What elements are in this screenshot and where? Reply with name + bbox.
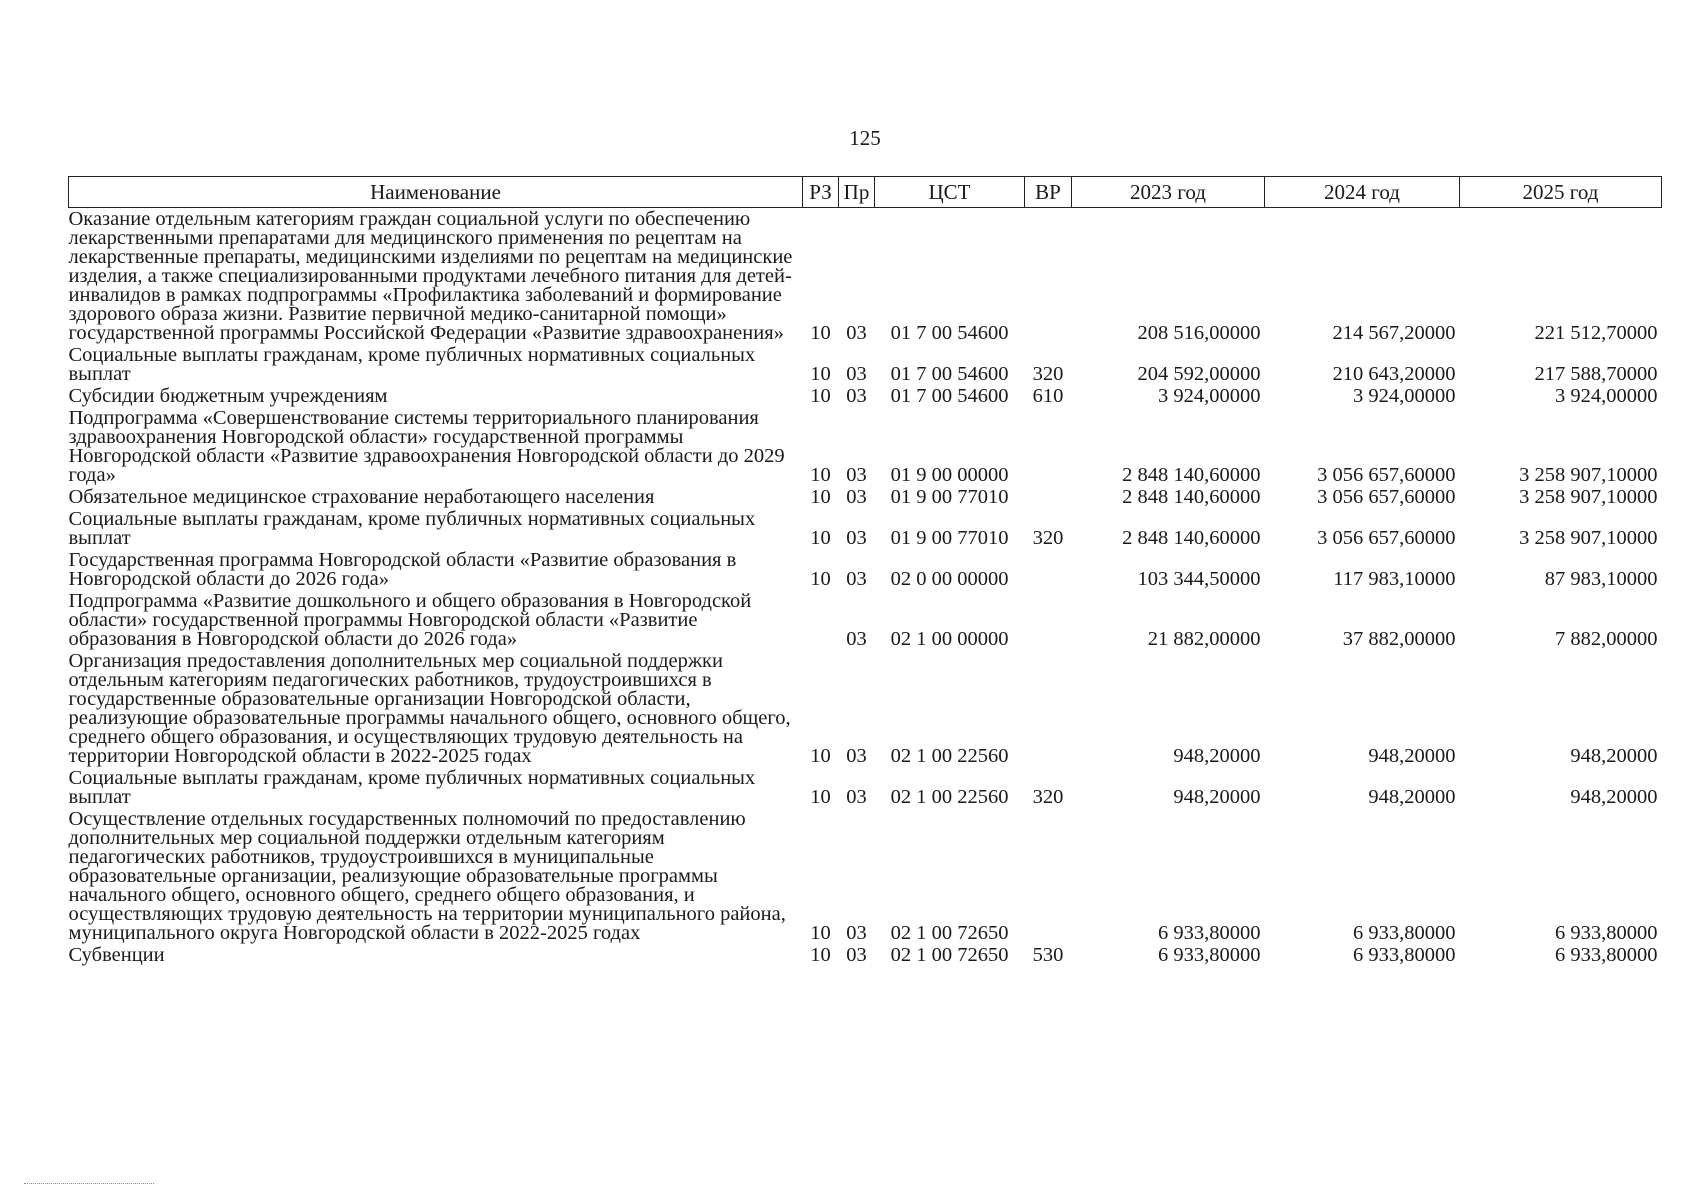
row-cst: 02 1 00 22560: [890, 745, 1009, 767]
row-vr: [1025, 549, 1072, 590]
table-row: [69, 944, 1662, 966]
row-name: Социальные выплаты гражданам, кроме публичных нормативных социальных выплат: [68, 508, 756, 549]
row-pr: 03: [846, 944, 867, 966]
row-cst: 01 7 00 54600: [890, 363, 1009, 385]
row-2023: 204 592,00000: [1137, 363, 1261, 385]
row-vr: 610: [1032, 385, 1064, 407]
row-2024: 948,20000: [1368, 745, 1456, 767]
row-2023: 948,20000: [1173, 745, 1261, 767]
row-rz: 10: [810, 922, 831, 944]
row-2024: 3 056 657,60000: [1317, 486, 1456, 508]
row-rz: 10: [810, 568, 831, 590]
row-name: Социальные выплаты гражданам, кроме публичных нормативных социальных выплат: [68, 344, 756, 385]
row-rz: [803, 590, 839, 650]
row-2024: 6 933,80000: [1353, 922, 1456, 944]
row-2025: 3 258 907,10000: [1519, 464, 1658, 486]
row-2023: 21 882,00000: [1147, 628, 1261, 650]
row-pr: 03: [846, 385, 867, 407]
row-rz: 10: [810, 786, 831, 808]
row-2024: 6 933,80000: [1353, 944, 1456, 966]
row-name: Социальные выплаты гражданам, кроме публичных нормативных социальных выплат: [68, 767, 756, 808]
row-pr: 03: [846, 464, 867, 486]
row-cst: 01 9 00 77010: [890, 486, 1009, 508]
row-2024: 3 056 657,60000: [1317, 527, 1456, 549]
header-vr: ВР: [1025, 177, 1072, 208]
row-rz: 10: [810, 486, 831, 508]
row-2025: 948,20000: [1570, 786, 1658, 808]
header-2025: 2025 год: [1460, 177, 1662, 208]
row-2024: 3 056 657,60000: [1317, 464, 1456, 486]
row-2025: 948,20000: [1570, 745, 1658, 767]
row-2024: 3 924,00000: [1353, 385, 1456, 407]
row-vr: [1025, 590, 1072, 650]
row-rz: 10: [810, 464, 831, 486]
table-row: [69, 508, 1662, 549]
table-row: [69, 650, 1662, 767]
row-pr: 03: [846, 527, 867, 549]
row-2025: 3 258 907,10000: [1519, 527, 1658, 549]
row-2025: 6 933,80000: [1555, 922, 1658, 944]
row-rz: 10: [810, 527, 831, 549]
table-row: [69, 385, 1662, 407]
row-name: Субвенции: [68, 944, 165, 966]
table-row: [69, 549, 1662, 590]
row-2025: 3 258 907,10000: [1519, 486, 1658, 508]
row-cst: 02 0 00 00000: [890, 568, 1009, 590]
row-vr: [1025, 407, 1072, 486]
row-pr: 03: [846, 363, 867, 385]
row-rz: 10: [810, 745, 831, 767]
row-pr: 03: [846, 322, 867, 344]
row-2023: 2 848 140,60000: [1122, 464, 1261, 486]
header-pr: Пр: [839, 177, 875, 208]
table-row: [69, 344, 1662, 385]
row-vr: 320: [1032, 527, 1064, 549]
row-vr: 530: [1032, 944, 1064, 966]
row-cst: 02 1 00 00000: [890, 628, 1009, 650]
row-pr: 03: [846, 745, 867, 767]
row-rz: 10: [810, 944, 831, 966]
row-cst: 01 7 00 54600: [890, 322, 1009, 344]
row-name: Осуществление отдельных государственных полномочий по предоставлению дополнительных мер социальной поддержки отдельным категориям педагогических работников, трудоустроившихся в муниципальные образовательные организации, реализующие образовательные программы начального общего, основного общего, среднего общего образования, и осуществляющих трудовую деятельность на территории муниципального района, муниципального округа Новгородской области в 2022-2025 годах: [68, 808, 786, 944]
row-2024: 948,20000: [1368, 786, 1456, 808]
row-2023: 208 516,00000: [1137, 322, 1261, 344]
row-2025: 3 924,00000: [1555, 385, 1658, 407]
row-cst: 01 9 00 77010: [890, 527, 1009, 549]
table-row: [69, 208, 1662, 345]
row-vr: [1025, 486, 1072, 508]
scan-artifact-line: [24, 1183, 154, 1184]
table-row: [69, 767, 1662, 808]
row-vr: [1025, 808, 1072, 944]
row-cst: 02 1 00 72650: [890, 944, 1009, 966]
row-vr: [1025, 650, 1072, 767]
row-vr: 320: [1032, 363, 1064, 385]
row-name: Подпрограмма «Развитие дошкольного и общего образования в Новгородской области» государственной программы Новгородской области «Развитие образования в Новгородской области до 2026 года»: [68, 590, 752, 650]
table-header-row: [69, 177, 1662, 208]
row-cst: 02 1 00 22560: [890, 786, 1009, 808]
row-cst: 02 1 00 72650: [890, 922, 1009, 944]
row-name: Государственная программа Новгородской области «Развитие образования в Новгородской области до 2026 года»: [68, 549, 737, 590]
row-2024: 210 643,20000: [1332, 363, 1456, 385]
table-row: [69, 808, 1662, 944]
row-cst: 01 7 00 54600: [890, 385, 1009, 407]
row-2023: 6 933,80000: [1158, 922, 1261, 944]
row-cst: 01 9 00 00000: [890, 464, 1009, 486]
row-pr: 03: [846, 786, 867, 808]
row-2023: 2 848 140,60000: [1122, 527, 1261, 549]
row-2023: 6 933,80000: [1158, 944, 1261, 966]
row-2025: 221 512,70000: [1534, 322, 1658, 344]
row-2023: 103 344,50000: [1137, 568, 1261, 590]
row-2024: 117 983,10000: [1333, 568, 1456, 590]
row-pr: 03: [846, 568, 867, 590]
header-2024: 2024 год: [1265, 177, 1460, 208]
row-2023: 3 924,00000: [1158, 385, 1261, 407]
budget-table: [68, 176, 1662, 966]
row-2025: 7 882,00000: [1555, 628, 1658, 650]
table-row: [69, 407, 1662, 486]
row-rz: 10: [810, 322, 831, 344]
row-vr: 320: [1032, 786, 1064, 808]
row-pr: 03: [846, 922, 867, 944]
row-name: Подпрограмма «Совершенствование системы территориального планирования здравоохранения Новгородской области» государственной программы Новгородской области «Развитие здравоохранения Новгородской области до 2029 года»: [68, 407, 785, 486]
row-2023: 948,20000: [1173, 786, 1261, 808]
row-name: Организация предоставления дополнительных мер социальной поддержки отдельным категориям педагогических работников, трудоустроившихся в государственные образовательные организации Новгородской области, реализующие образовательные программы начального общего, основного общего, среднего общего образования, и осуществляющих трудовую деятельность на территории Новгородской области в 2022-2025 годах: [68, 650, 791, 767]
row-pr: 03: [846, 486, 867, 508]
row-2024: 37 882,00000: [1342, 628, 1456, 650]
row-2025: 87 983,10000: [1544, 568, 1658, 590]
row-name: Субсидии бюджетным учреждениям: [68, 385, 388, 407]
row-vr: [1025, 208, 1072, 345]
row-pr: 03: [846, 628, 867, 650]
page-number: 125: [849, 126, 881, 150]
row-2024: 214 567,20000: [1332, 322, 1456, 344]
header-name: Наименование: [69, 177, 803, 208]
table-row: [69, 590, 1662, 650]
table-row: [69, 486, 1662, 508]
row-2025: 217 588,70000: [1534, 363, 1658, 385]
row-rz: 10: [810, 363, 831, 385]
row-name: Обязательное медицинское страхование неработающего населения: [68, 486, 655, 508]
header-2023: 2023 год: [1072, 177, 1265, 208]
header-rz: РЗ: [803, 177, 839, 208]
row-rz: 10: [810, 385, 831, 407]
header-cst: ЦСТ: [875, 177, 1025, 208]
row-2025: 6 933,80000: [1555, 944, 1658, 966]
row-2023: 2 848 140,60000: [1122, 486, 1261, 508]
row-name: Оказание отдельным категориям граждан социальной услуги по обеспечению лекарственными препаратами для медицинского применения по рецептам на лекарственные препараты, медицинскими изделиями по рецептам на медицинские изделия, а также специализированными продуктами лечебного питания для детей-инвалидов в рамках подпрограммы «Профилактика заболеваний и формирование здорового образа жизни. Развитие первичной медико-санитарной помощи» государственной программы Российской Федерации «Развитие здравоохранения»: [68, 208, 793, 344]
